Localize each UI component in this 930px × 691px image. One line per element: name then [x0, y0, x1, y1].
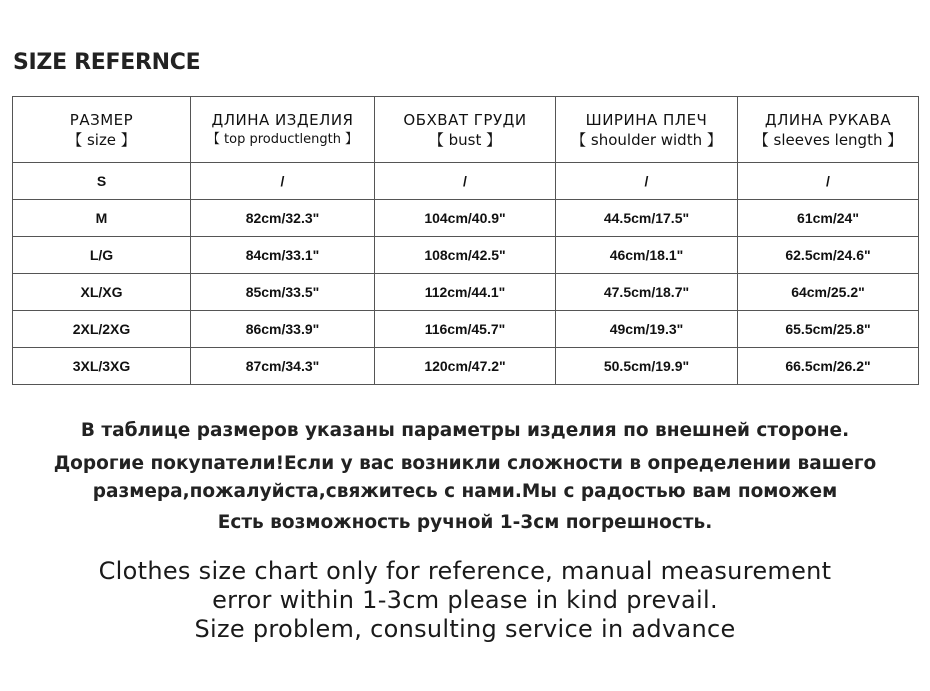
header-shoulder-sublabel: 【 shoulder width 】	[571, 130, 722, 149]
header-shoulder	[556, 97, 738, 163]
cell-bust: 108cm/42.5"	[375, 237, 556, 274]
note-ru-line: В таблице размеров указаны параметры изделия по внешней стороне.	[80, 420, 850, 441]
note-en-line: error within 1-3cm please in kind prevail.	[212, 586, 718, 614]
cell-bust: 104cm/40.9"	[375, 200, 556, 237]
cell-shoulder: 44.5cm/17.5"	[556, 200, 738, 237]
header-shoulder-label: ШИРИНА ПЛЕЧ	[585, 110, 708, 129]
header-length-label: ДЛИНА ИЗДЕЛИЯ	[211, 110, 354, 129]
header-bust-sublabel: 【 bust 】	[428, 130, 502, 149]
header-size-sublabel: 【 size 】	[67, 130, 136, 149]
size-table	[12, 96, 919, 385]
cell-size: 3XL/3XG	[13, 348, 191, 385]
cell-size: M	[13, 200, 191, 237]
cell-sleeve: 66.5cm/26.2"	[738, 348, 919, 385]
cell-shoulder: /	[556, 163, 738, 200]
cell-length: 87cm/34.3"	[191, 348, 375, 385]
cell-shoulder: 49cm/19.3"	[556, 311, 738, 348]
cell-length: 86cm/33.9"	[191, 311, 375, 348]
header-length-sublabel: 【 top productlength 】	[206, 131, 359, 147]
cell-bust: /	[375, 163, 556, 200]
table-header-row	[13, 97, 919, 163]
header-sleeve-sublabel: 【 sleeves length 】	[753, 130, 903, 149]
table-row	[13, 237, 919, 274]
cell-sleeve: 61cm/24"	[738, 200, 919, 237]
cell-sleeve: 62.5cm/24.6"	[738, 237, 919, 274]
cell-length: 82cm/32.3"	[191, 200, 375, 237]
note-ru-line: Дорогие покупатели!Если у вас возникли сложности в определении вашего	[53, 453, 877, 474]
cell-bust: 116cm/45.7"	[375, 311, 556, 348]
cell-shoulder: 46cm/18.1"	[556, 237, 738, 274]
cell-length: 84cm/33.1"	[191, 237, 375, 274]
table-row	[13, 163, 919, 200]
cell-sleeve: 64cm/25.2"	[738, 274, 919, 311]
header-size-label: РАЗМЕР	[69, 110, 134, 129]
note-ru-line: Есть возможность ручной 1-3см погрешность.	[217, 512, 713, 533]
header-bust-label: ОБХВАТ ГРУДИ	[403, 110, 527, 129]
cell-bust: 112cm/44.1"	[375, 274, 556, 311]
table-row	[13, 274, 919, 311]
header-bust	[375, 97, 556, 163]
note-en-line: Size problem, consulting service in advance	[194, 615, 736, 643]
header-length	[191, 97, 375, 163]
cell-sleeve: 65.5cm/25.8"	[738, 311, 919, 348]
cell-length: 85cm/33.5"	[191, 274, 375, 311]
cell-size: XL/XG	[13, 274, 191, 311]
cell-bust: 120cm/47.2"	[375, 348, 556, 385]
note-en-line: Clothes size chart only for reference, manual measurement	[98, 557, 832, 585]
header-sleeve-label: ДЛИНА РУКАВА	[764, 110, 892, 129]
header-sleeve	[738, 97, 919, 163]
page-title: SIZE REFERNCE	[13, 50, 201, 75]
cell-size: L/G	[13, 237, 191, 274]
cell-shoulder: 47.5cm/18.7"	[556, 274, 738, 311]
cell-length: /	[191, 163, 375, 200]
cell-size: S	[13, 163, 191, 200]
table-row	[13, 200, 919, 237]
cell-size: 2XL/2XG	[13, 311, 191, 348]
table-row	[13, 311, 919, 348]
header-size	[13, 97, 191, 163]
note-ru-line: размера,пожалуйста,свяжитесь с нами.Мы с радостью вам поможем	[92, 481, 838, 502]
cell-sleeve: /	[738, 163, 919, 200]
table-row	[13, 348, 919, 385]
cell-shoulder: 50.5cm/19.9"	[556, 348, 738, 385]
